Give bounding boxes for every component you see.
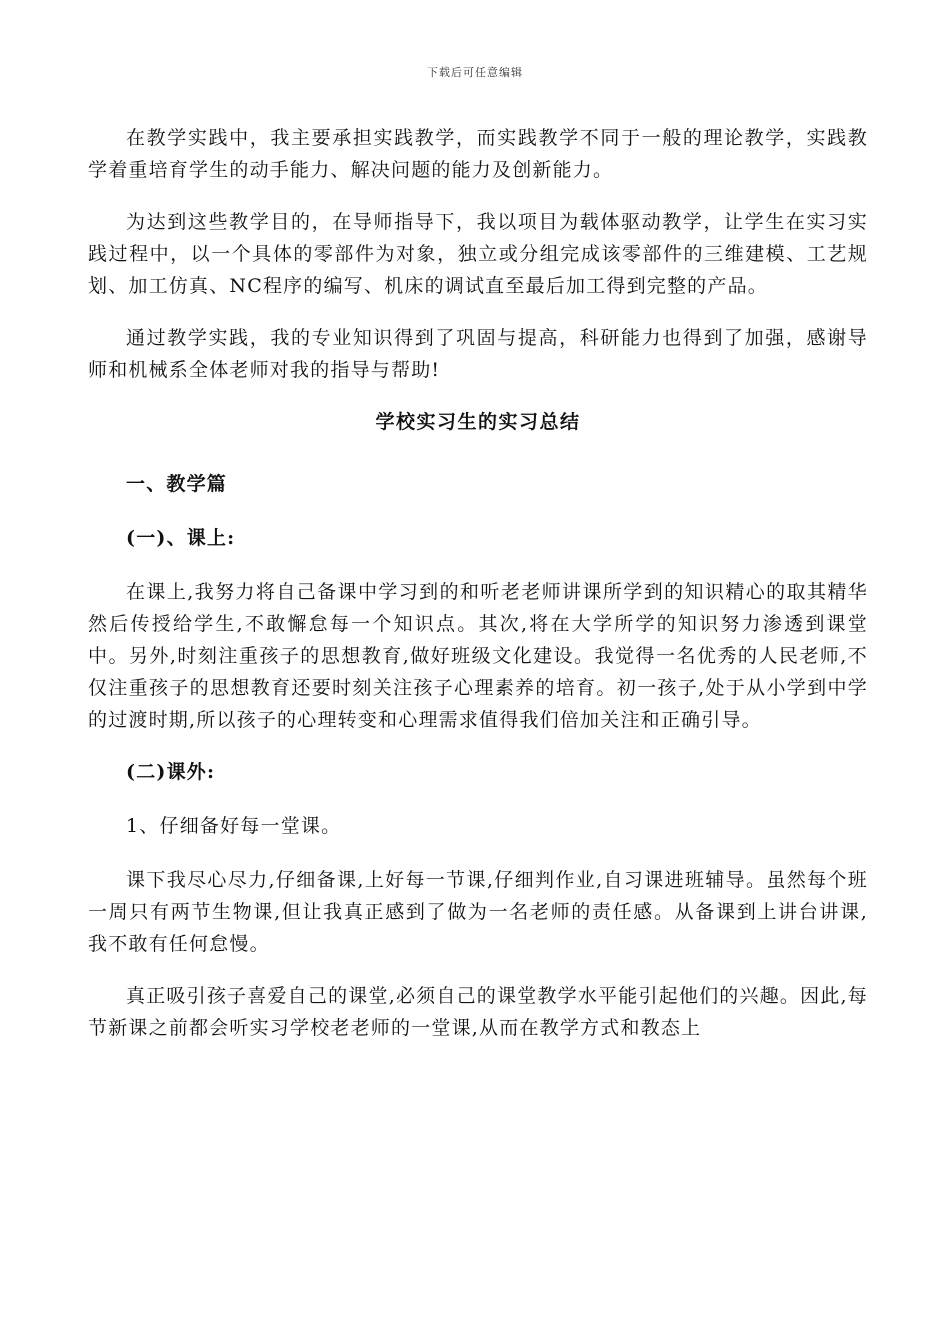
page-header: 下载后可任意编辑 (427, 66, 523, 79)
section-heading-teaching: 一、教学篇 (126, 473, 228, 495)
subheading-after-class: (二)课外: (126, 761, 216, 783)
document-body (88, 122, 868, 1064)
document-title: 学校实习生的实习总结 (375, 411, 581, 433)
in-class-paragraph: 在课上,我努力将自己备课中学习到的和听老老师讲课所学到的知识精心的取其精华然后传授给学生,不敢懈怠每一个知识点。其次,将在大学所学的知识努力渗透到课堂中。另外,时刻注重孩子的思想教育,做好班级文化建设。我觉得一名优秀的人民老师,不仅注重孩子的思想教育还要时刻关注孩子心理素养的培育。初一孩子,处于从小学到中学的过渡时期,所以孩子的心理转变和心理需求值得我们倍加关注和正确引导。 (88, 581, 868, 731)
intro-paragraph-3: 通过教学实践，我的专业知识得到了巩固与提高，科研能力也得到了加强，感谢导师和机械系全体老师对我的指导与帮助! (88, 327, 868, 381)
intro-paragraph-2: 为达到这些教学目的，在导师指导下，我以项目为载体驱动教学，让学生在实习实践过程中，以一个具体的零部件为对象，独立或分组完成该零部件的三维建模、工艺规划、加工仿真、NC程序的编写、机床的调试直至最后加工得到完整的产品。 (88, 211, 868, 297)
item-heading-prepare-lessons: 1、仔细备好每一堂课。 (126, 815, 342, 837)
subheading-in-class: (一)、课上: (126, 527, 236, 549)
prepare-lessons-paragraph: 课下我尽心尽力,仔细备课,上好每一节课,仔细判作业,自习课进班辅导。虽然每个班一周只有两节生物课,但让我真正感到了做为一名老师的责任感。从备课到上讲台讲课,我不敢有任何怠慢。 (88, 869, 868, 955)
attract-students-paragraph: 真正吸引孩子喜爱自己的课堂,必须自己的课堂教学水平能引起他们的兴趣。因此,每节新课之前都会听实习学校老老师的一堂课,从而在教学方式和教态上 (88, 985, 868, 1039)
intro-paragraph-1: 在教学实践中，我主要承担实践教学，而实践教学不同于一般的理论教学，实践教学着重培育学生的动手能力、解决问题的能力及创新能力。 (88, 127, 868, 181)
